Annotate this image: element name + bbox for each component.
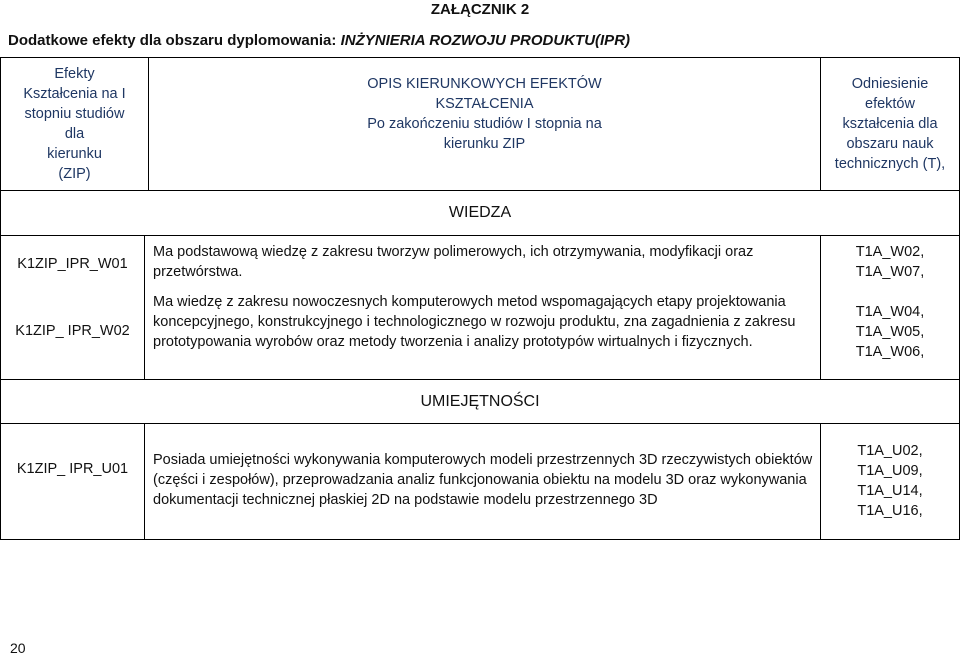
section-title-wiedza: WIEDZA [448,204,512,221]
effect-code-u01: K1ZIP_ IPR_U01 [16,461,129,477]
effect-refs-w01: T1A_W02, T1A_W07, [855,244,925,280]
section-title-umiejetnosci: UMIEJĘTNOŚCI [420,392,540,410]
header-effects-code: Efekty Kształcenia na I stopniu studiów dla kierunku (ZIP) [23,66,126,182]
effect-refs-u01: T1A_U02, T1A_U09, T1A_U14, T1A_U16, [857,443,923,519]
document-subtitle [8,31,630,51]
effect-description-w02: Ma wiedzę z zakresu nowoczesnych komputerowych metod wspomagających etapy projektowania koncepcyjnego, konstrukcyjnego i technologicznego w rozwoju produktu, zna zagadnienia z zakresu prototypowania wyrobów oraz metody tworzenia i analizy prototypów wirtualnych i fizycznych. [153,294,796,350]
document-title: ZAŁĄCZNIK 2 [430,1,530,18]
header-description: OPIS KIERUNKOWYCH EFEKTÓW KSZTAŁCENIA Po zakończeniu studiów I stopnia na kierunku ZIP [367,76,602,152]
page-number: 20 [10,640,26,656]
subtitle-prefix: Dodatkowe efekty dla obszaru dyplomowania: [8,32,341,49]
effect-description-w01: Ma podstawową wiedzę z zakresu tworzyw polimerowych, ich otrzymywania, modyfikacji oraz przetwórstwa. [153,244,754,280]
header-references: Odniesienie efektów kształcenia dla obszaru nauk technicznych (T), [834,76,946,172]
subtitle-emphasis: INŻYNIERIA ROZWOJU PRODUKTU(IPR) [340,32,631,49]
effect-description-u01: Posiada umiejętności wykonywania komputerowych modeli przestrzennych 3D rzeczywistych obiektów (części i zespołów), przeprowadzania analiz funkcjonowania obiektu na modelu 3D oraz wykonywania dokumentacji technicznej płaskiej 2D na podstawie modelu przestrzennego 3D [153,452,813,508]
effect-code-w02: K1ZIP_ IPR_W02 [15,323,130,339]
effect-refs-w02: T1A_W04, T1A_W05, T1A_W06, [855,304,925,360]
effect-code-w01: K1ZIP_IPR_W01 [17,255,128,272]
